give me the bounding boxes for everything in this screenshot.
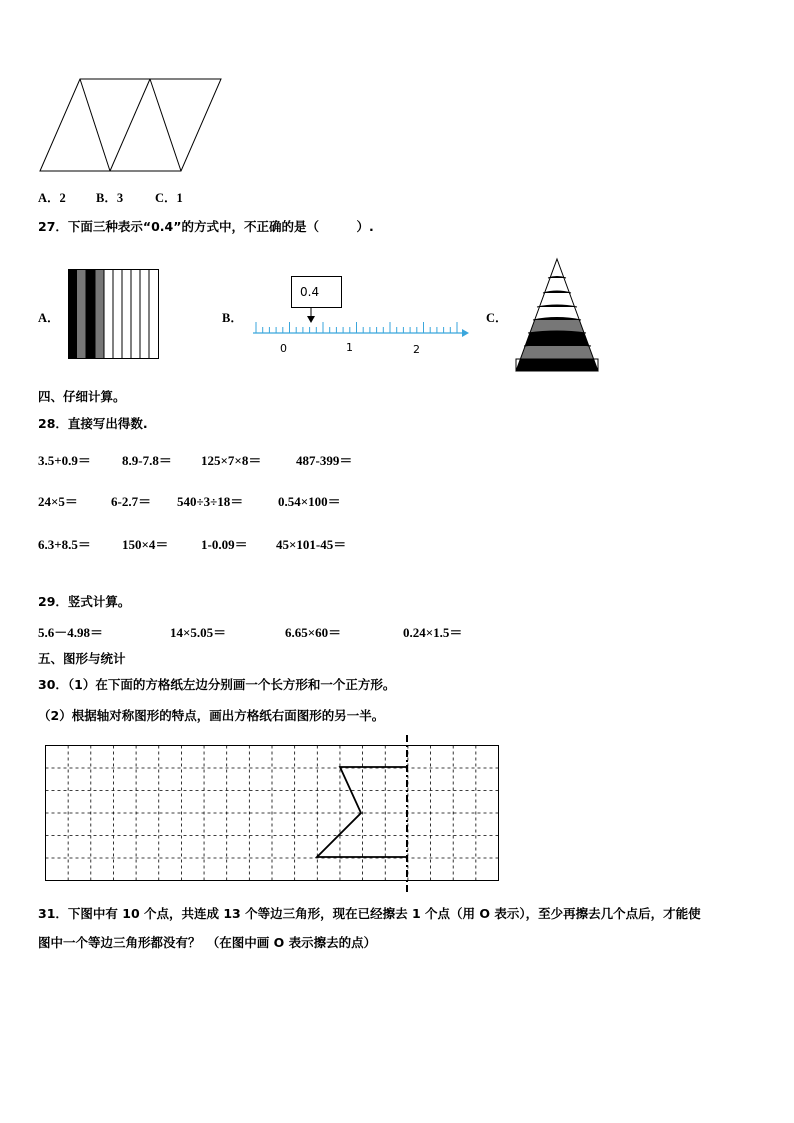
q27-layered-triangle [514, 258, 602, 376]
q29-item: 14×5.05＝ [170, 625, 227, 640]
q27-label-b: B． [222, 311, 243, 325]
q28-item: 487-399＝ [296, 453, 353, 468]
q30-grid [45, 735, 505, 895]
q28-item: 0.54×100＝ [278, 494, 341, 509]
strip-grey [95, 270, 104, 358]
strip-dark [86, 270, 95, 358]
q30-part2: （2）根据轴对称图形的特点，画出方格纸右面图形的另一半。 [38, 708, 385, 723]
number-line-arrowhead [462, 329, 469, 337]
q29-item: 0.24×1.5＝ [403, 625, 463, 640]
strip-grey [76, 270, 86, 358]
q30-part1: 30．（1）在下面的方格纸左边分别画一个长方形和一个正方形。 [38, 677, 396, 692]
q28-title: 28．直接写出得数. [38, 416, 148, 431]
triangle-edge [80, 79, 110, 171]
q27-question: 27．下面三种表示“0.4”的方式中，不正确的是（ ）. [38, 219, 374, 234]
q28-item: 540÷3÷18＝ [177, 494, 244, 509]
q26-option-c: C．1 [155, 191, 183, 205]
q28-item: 6-2.7＝ [111, 494, 152, 509]
q28-item: 1-0.09＝ [201, 537, 248, 552]
tick-label-2: 2 [413, 343, 420, 356]
q27-strip-diagram [68, 269, 160, 361]
q27-label-c: C． [486, 311, 508, 325]
tick-label-1: 1 [346, 341, 353, 354]
strip-dark [69, 270, 76, 358]
triangle-edge [110, 79, 150, 171]
half-figure [317, 767, 407, 857]
q31-line2: 图中一个等边三角形都没有？ （在图中画 O 表示擦去的点） [38, 935, 377, 950]
q29-item: 5.6－4.98＝ [38, 625, 104, 640]
q29-item: 6.65×60＝ [285, 625, 342, 640]
q26-triangle-figure [0, 0, 260, 180]
tick-label-0: 0 [280, 342, 287, 355]
box-arrow-head [307, 316, 315, 323]
q28-item: 8.9-7.8＝ [122, 453, 172, 468]
triangle-edge [150, 79, 181, 171]
section4-title: 四、仔细计算。 [38, 389, 126, 404]
number-line-ticks [256, 322, 457, 333]
q29-title: 29．竖式计算。 [38, 594, 131, 609]
q28-item: 6.3+8.5＝ [38, 537, 91, 552]
q27-label-a: A． [38, 311, 60, 325]
q31-line1: 31．下图中有 10 个点，共连成 13 个等边三角形，现在已经擦去 1 个点（用 O 表示），至少再擦去几个点后，才能使 [38, 906, 701, 921]
q28-item: 3.5+0.9＝ [38, 453, 91, 468]
q26-option-b: B．3 [96, 191, 124, 205]
q28-item: 45×101-45＝ [276, 537, 347, 552]
q28-item: 150×4＝ [122, 537, 169, 552]
q28-item: 125×7×8＝ [201, 453, 262, 468]
q26-option-a: A．2 [38, 191, 66, 205]
q28-item: 24×5＝ [38, 494, 78, 509]
number-line-value-box: 0.4 [300, 285, 320, 299]
section5-title: 五、图形与统计 [38, 651, 126, 666]
